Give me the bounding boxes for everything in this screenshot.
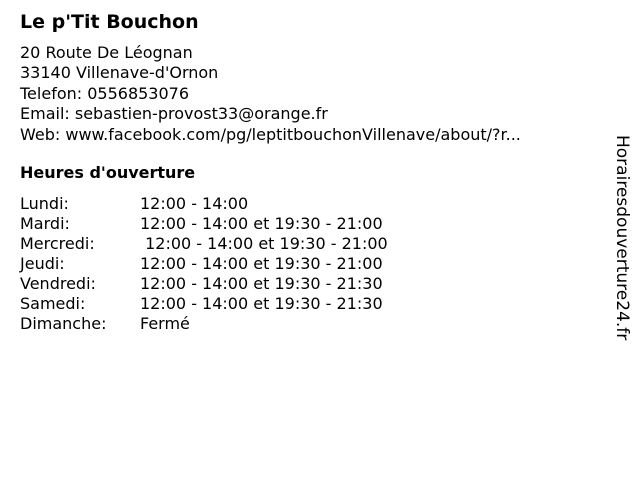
website-url: Web: www.facebook.com/pg/leptitbouchonVillenave/about/?r...: [20, 124, 521, 144]
hours-row-mercredi: [20, 234, 388, 254]
time-value: 12:00 - 14:00: [140, 194, 249, 213]
day-label: Samedi:: [20, 294, 86, 313]
hours-row-vendredi: [20, 274, 388, 294]
time-value: Fermé: [140, 314, 190, 333]
time-value: 12:00 - 14:00 et 19:30 - 21:30: [140, 274, 383, 293]
time-value: 12:00 - 14:00 et 19:30 - 21:30: [140, 294, 383, 313]
email-address: Email: sebastien-provost33@orange.fr: [20, 104, 328, 124]
hours-row-lundi: [20, 194, 388, 214]
time-value: 12:00 - 14:00 et 19:30 - 21:00: [140, 234, 388, 253]
business-name: Le p'Tit Bouchon: [20, 11, 199, 33]
time-value: 12:00 - 14:00 et 19:30 - 21:00: [140, 254, 383, 273]
day-label: Mardi:: [20, 214, 70, 233]
hours-row-mardi: [20, 214, 388, 234]
hours-row-jeudi: [20, 254, 388, 274]
address-street: 20 Route De Léognan: [20, 43, 193, 62]
phone-number: Telefon: 0556853076: [20, 83, 190, 103]
site-watermark: Horairesdouverture24.fr: [612, 135, 632, 341]
day-label: Vendredi:: [20, 274, 96, 293]
opening-hours-heading: Heures d'ouverture: [20, 163, 196, 182]
day-label: Lundi:: [20, 194, 69, 213]
business-info: [20, 43, 521, 145]
address-city: 33140 Villenave-d'Ornon: [20, 63, 219, 83]
hours-row-dimanche: [20, 314, 388, 334]
day-label: Jeudi:: [20, 254, 65, 273]
day-label: Mercredi:: [20, 234, 95, 253]
day-label: Dimanche:: [20, 314, 107, 333]
time-value: 12:00 - 14:00 et 19:30 - 21:00: [140, 214, 383, 233]
hours-row-samedi: [20, 294, 388, 314]
opening-hours-table: [20, 194, 388, 334]
